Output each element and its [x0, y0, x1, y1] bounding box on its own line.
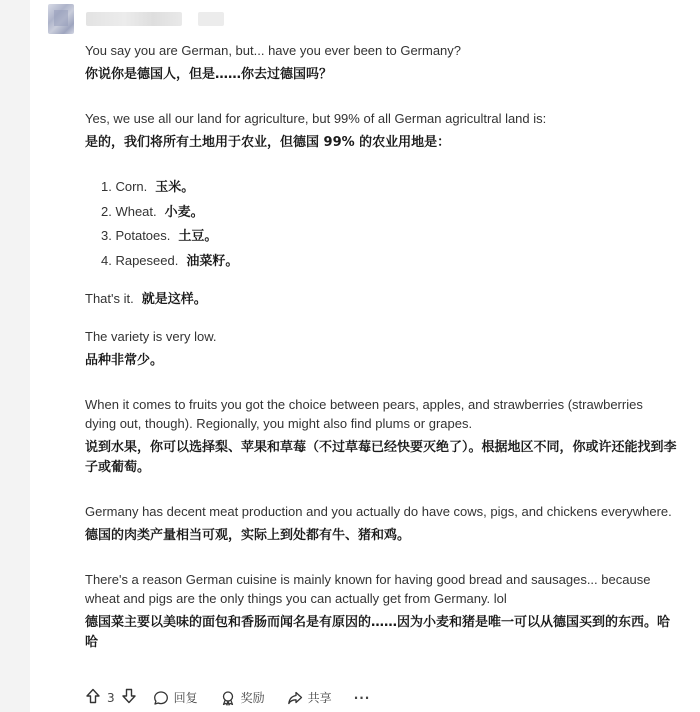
list-item-en: 2. Wheat. — [101, 203, 157, 219]
comment-action-bar — [85, 688, 392, 707]
list-item-en: 1. Corn. — [101, 179, 148, 194]
paragraph-zh: 你说你是德国人，但是……你去过德国吗？ — [85, 67, 333, 82]
more-options-label: ··· — [353, 690, 371, 705]
share-label: 共享 — [307, 691, 332, 705]
avatar[interactable] — [48, 4, 74, 34]
list-item — [101, 249, 677, 274]
chat-bubble-icon — [153, 690, 169, 706]
share-button[interactable] — [287, 689, 332, 706]
list-item-zh: 玉米。 — [155, 180, 195, 195]
more-options-button[interactable] — [354, 691, 371, 705]
arrow-up-outline-icon — [85, 688, 101, 704]
paragraph-en: There's a reason German cuisine is mainly known for having good bread and sausages... because wheat and pigs are the only things you can actually get from Germany. lol — [85, 572, 651, 606]
paragraph-en: Yes, we use all our land for agriculture, but 99% of all German agricultral land is: — [85, 111, 547, 126]
paragraph-en: When it comes to fruits you got the choice between pears, apples, and strawberries (strawberries dying out, though). Regionally, you might also find plums or grapes. — [85, 397, 643, 431]
vote-count: 3 — [107, 690, 115, 705]
paragraph-zh: 就是这样。 — [141, 292, 207, 307]
list-item — [101, 224, 677, 249]
paragraph-zh: 说到水果，你可以选择梨、苹果和草莓（不过草莓已经快要灭绝了）。根据地区不同，你或许还能找到李子或葡萄。 — [85, 440, 677, 475]
vote-group — [85, 688, 137, 707]
award-button[interactable] — [220, 689, 265, 706]
upvote-button[interactable] — [85, 688, 101, 707]
list-item — [101, 175, 677, 200]
list-item-en: 4. Rapeseed. — [101, 252, 179, 268]
list-item-zh: 土豆。 — [178, 229, 218, 244]
paragraph-en: Germany has decent meat production and you actually do have cows, pigs, and chickens everywhere. — [85, 504, 672, 519]
comment-body — [85, 41, 677, 653]
paragraph-zh: 德国的肉类产量相当可观，实际上到处都有牛、猪和鸡。 — [85, 528, 411, 543]
crop-list — [85, 175, 677, 273]
paragraph-en: That's it. — [85, 291, 134, 306]
reply-button[interactable] — [153, 689, 198, 706]
paragraph-en: The variety is very low. — [85, 329, 217, 344]
reply-label: 回复 — [173, 691, 198, 705]
list-item-zh: 油菜籽。 — [186, 253, 239, 269]
share-arrow-icon — [287, 690, 303, 706]
list-item-en: 3. Potatoes. — [101, 228, 171, 243]
arrow-down-outline-icon — [121, 688, 137, 704]
paragraph-en: You say you are German, but... have you ever been to Germany? — [85, 43, 462, 58]
paragraph-zh: 是的，我们将所有土地用于农业，但德国 99% 的农业用地是： — [85, 135, 451, 150]
downvote-button[interactable] — [121, 688, 137, 707]
paragraph-inline — [85, 289, 677, 310]
award-icon — [220, 690, 236, 706]
list-item-zh: 小麦。 — [164, 204, 204, 220]
paragraph-zh: 品种非常少。 — [85, 353, 164, 368]
username-blurred[interactable] — [86, 12, 182, 26]
paragraph-zh: 德国菜主要以美味的面包和香肠而闻名是有原因的……因为小麦和猪是唯一可以从德国买到的东西。哈哈 — [85, 615, 671, 650]
award-label: 奖励 — [240, 691, 265, 705]
timestamp-blurred — [198, 12, 224, 26]
list-item — [101, 200, 677, 225]
